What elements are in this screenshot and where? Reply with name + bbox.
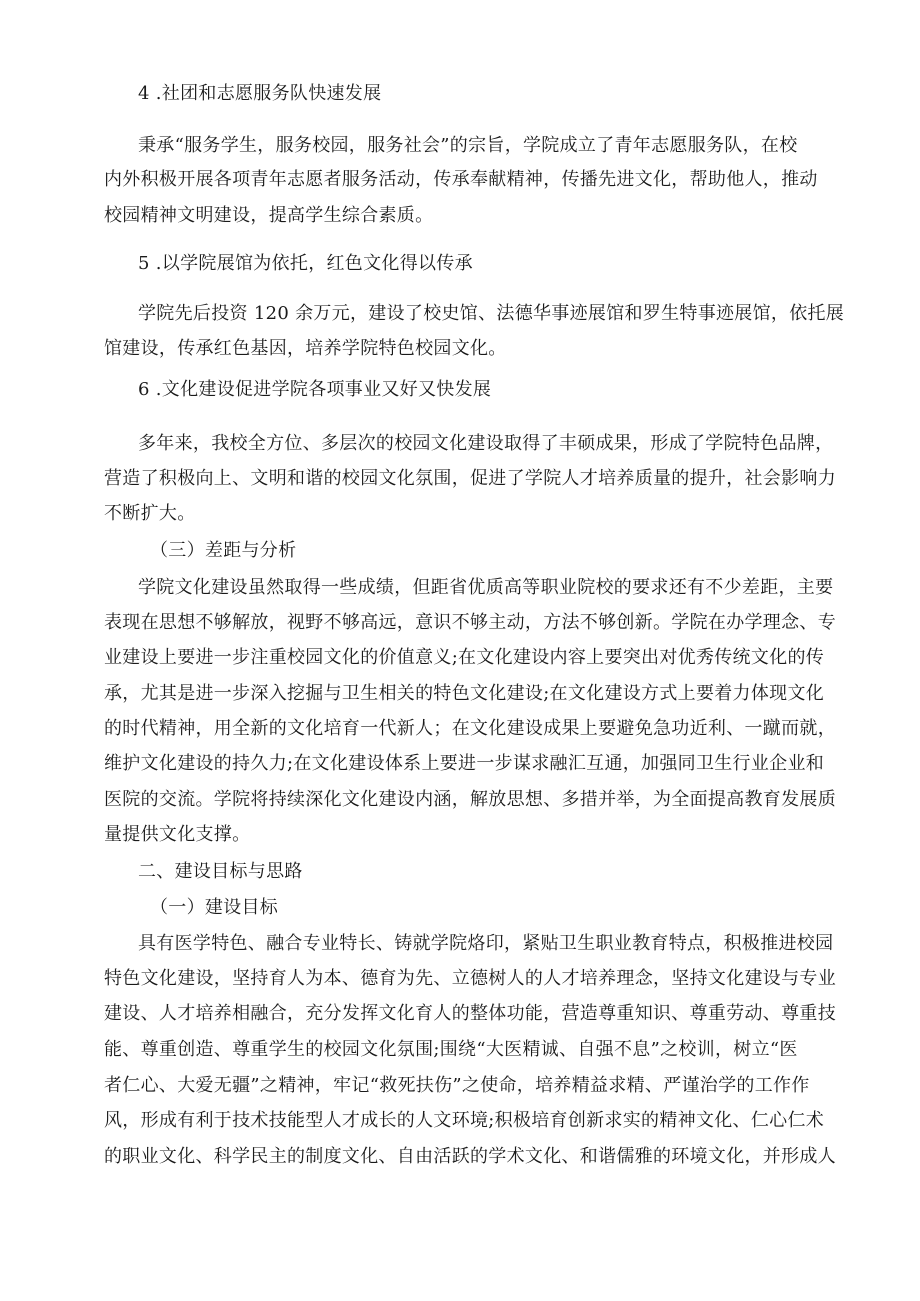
paragraph-line: 内外积极开展各项青年志愿者服务活动，传承奉献精神，传播先进文化，帮助他人，推动 (104, 169, 818, 190)
paragraph-line: 能、尊重创造、尊重学生的校园文化氛围;围绕“大医精诚、自强不息”之校训，树立“医 (104, 1039, 798, 1060)
paragraph-line: 的时代精神，用全新的文化培育一代新人；在文化建设成果上要避免急功近利、一蹴而就， (104, 718, 836, 739)
paragraph-line: 者仁心、大爱无疆”之精神，牢记“救死扶伤”之使命，培养精益求精、严谨治学的工作作 (104, 1075, 810, 1096)
paragraph-line: 风，形成有利于技术技能型人才成长的人文环境;积极培育创新求实的精神文化、仁心仁术 (104, 1110, 825, 1131)
section-heading-6: 6 .文化建设促进学院各项事业又好又快发展 (138, 379, 492, 400)
paragraph-line: 多年来，我校全方位、多层次的校园文化建设取得了丰硕成果，形成了学院特色品牌， (138, 433, 834, 454)
paragraph-line: 校园精神文明建设，提高学生综合素质。 (104, 205, 434, 226)
paragraph-line: 建设、人才培养相融合，充分发挥文化育人的整体功能，营造尊重知识、尊重劳动、尊重技 (104, 1003, 836, 1024)
paragraph-line: 承，尤其是进一步深入挖掘与卫生相关的特色文化建设;在文化建设方式上要着力体现文化 (104, 683, 825, 704)
paragraph-line: 表现在思想不够解放，视野不够高远，意识不够主动，方法不够创新。学院在办学理念、专 (104, 612, 836, 633)
paragraph-line: 馆建设，传承红色基因，培养学院特色校园文化。 (104, 338, 507, 359)
section-heading-5: 5 .以学院展馆为依托，红色文化得以传承 (138, 253, 473, 274)
paragraph-line: 量提供文化支撑。 (104, 824, 251, 845)
paragraph-line: 维护文化建设的持久力;在文化建设体系上要进一步谋求融汇互通，加强同卫生行业企业和 (104, 753, 825, 774)
paragraph-line: 业建设上要进一步注重校园文化的价值意义;在文化建设内容上要突出对优秀传统文化的传 (104, 647, 825, 668)
chapter-heading: 二、建设目标与思路 (138, 861, 303, 882)
paragraph-line: 学院文化建设虽然取得一些成绩，但距省优质高等职业院校的要求还有不少差距，主要 (138, 577, 834, 598)
section-heading-4: 4 .社团和志愿服务队快速发展 (138, 83, 382, 104)
paragraph-line: 医院的交流。学院将持续深化文化建设内涵，解放思想、多措并举，为全面提高教育发展质 (104, 789, 836, 810)
paragraph-line: 具有医学特色、融合专业特长、铸就学院烙印，紧贴卫生职业教育特点，积极推进校园 (138, 933, 834, 954)
paragraph-line: 学院先后投资 120 余万元，建设了校史馆、法德华事迹展馆和罗生特事迹展馆，依托展 (138, 303, 845, 324)
paragraph-line: 的职业文化、科学民主的制度文化、自由活跃的学术文化、和谐儒雅的环境文化，并形成人 (104, 1146, 836, 1167)
paragraph-line: 营造了积极向上、文明和谐的校园文化氛围，促进了学院人才培养质量的提升，社会影响力 (104, 468, 836, 489)
paragraph-line: 特色文化建设，坚持育人为本、德育为先、立德树人的人才培养理念，坚持文化建设与专业 (104, 968, 836, 989)
subsection-heading-gap: （三）差距与分析 (150, 540, 297, 561)
paragraph-line: 秉承“服务学生，服务校园，服务社会”的宗旨，学院成立了青年志愿服务队，在校 (138, 135, 798, 156)
subsection-heading-goal: （一）建设目标 (150, 897, 279, 918)
paragraph-line: 不断扩大。 (104, 503, 196, 524)
